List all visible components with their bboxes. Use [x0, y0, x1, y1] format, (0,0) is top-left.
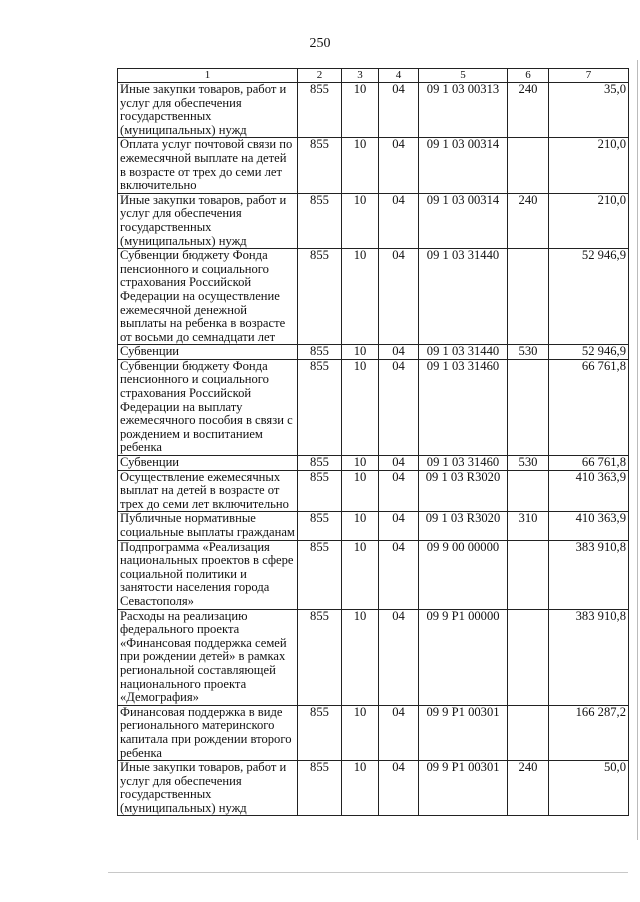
- column-header: 3: [342, 69, 379, 83]
- table-row: [118, 761, 629, 816]
- row-expense-type-cell: [508, 540, 549, 609]
- table-row: [118, 249, 629, 345]
- table-row: [118, 83, 629, 138]
- row-grbs-cell: 855: [298, 83, 342, 138]
- row-amount-cell: 210,0: [549, 138, 629, 193]
- row-amount-cell: 383 910,8: [549, 540, 629, 609]
- row-name-cell: Субвенции бюджету Фонда пенсионного и социального страхования Российской Федерации на выплату ежемесячного пособия в связи с рождением и воспитанием ребенка: [118, 359, 298, 455]
- column-header: 1: [118, 69, 298, 83]
- table-body: [118, 83, 629, 816]
- row-subsection-cell: 04: [379, 345, 419, 360]
- row-name-cell: Субвенции бюджету Фонда пенсионного и социального страхования Российской Федерации на осуществление ежемесячной денежной выплаты на ребенка в возрасте от восьми до семнадцати лет: [118, 249, 298, 345]
- row-section-cell: 10: [342, 83, 379, 138]
- row-section-cell: 10: [342, 193, 379, 248]
- row-subsection-cell: 04: [379, 456, 419, 471]
- row-grbs-cell: 855: [298, 609, 342, 705]
- header-row: [118, 69, 629, 83]
- table-row: [118, 456, 629, 471]
- row-expense-type-cell: [508, 609, 549, 705]
- row-expense-type-cell: [508, 359, 549, 455]
- row-subsection-cell: 04: [379, 359, 419, 455]
- row-section-cell: 10: [342, 609, 379, 705]
- page-number: 250: [309, 36, 331, 51]
- row-amount-cell: 35,0: [549, 83, 629, 138]
- table-row: [118, 609, 629, 705]
- row-grbs-cell: 855: [298, 705, 342, 760]
- row-amount-cell: 50,0: [549, 761, 629, 816]
- row-expense-type-cell: 240: [508, 193, 549, 248]
- row-expense-type-cell: [508, 470, 549, 512]
- table-row: [118, 470, 629, 512]
- row-section-cell: 10: [342, 761, 379, 816]
- row-target-code-cell: 09 9 P1 00000: [419, 609, 508, 705]
- row-subsection-cell: 04: [379, 83, 419, 138]
- row-subsection-cell: 04: [379, 138, 419, 193]
- row-amount-cell: 410 363,9: [549, 470, 629, 512]
- row-target-code-cell: 09 1 03 00314: [419, 138, 508, 193]
- row-name-cell: Оплата услуг почтовой связи по ежемесячной выплате на детей в возрасте от трех до семи лет включительно: [118, 138, 298, 193]
- row-grbs-cell: 855: [298, 193, 342, 248]
- column-header: 7: [549, 69, 629, 83]
- row-expense-type-cell: [508, 705, 549, 760]
- row-expense-type-cell: [508, 249, 549, 345]
- row-section-cell: 10: [342, 249, 379, 345]
- row-section-cell: 10: [342, 456, 379, 471]
- row-amount-cell: 166 287,2: [549, 705, 629, 760]
- row-target-code-cell: 09 1 03 00313: [419, 83, 508, 138]
- table-row: [118, 359, 629, 455]
- row-grbs-cell: 855: [298, 456, 342, 471]
- row-subsection-cell: 04: [379, 705, 419, 760]
- row-target-code-cell: 09 9 00 00000: [419, 540, 508, 609]
- row-target-code-cell: 09 9 P1 00301: [419, 761, 508, 816]
- row-expense-type-cell: 240: [508, 761, 549, 816]
- row-section-cell: 10: [342, 705, 379, 760]
- row-amount-cell: 52 946,9: [549, 249, 629, 345]
- column-header: 2: [298, 69, 342, 83]
- row-amount-cell: 410 363,9: [549, 512, 629, 540]
- row-amount-cell: 52 946,9: [549, 345, 629, 360]
- row-target-code-cell: 09 1 03 31440: [419, 345, 508, 360]
- row-section-cell: 10: [342, 512, 379, 540]
- row-expense-type-cell: 310: [508, 512, 549, 540]
- row-target-code-cell: 09 1 03 31460: [419, 359, 508, 455]
- row-grbs-cell: 855: [298, 512, 342, 540]
- row-grbs-cell: 855: [298, 540, 342, 609]
- row-amount-cell: 210,0: [549, 193, 629, 248]
- row-amount-cell: 383 910,8: [549, 609, 629, 705]
- scan-edge-line: [637, 60, 638, 840]
- row-expense-type-cell: 530: [508, 456, 549, 471]
- budget-table: [117, 68, 629, 816]
- row-subsection-cell: 04: [379, 193, 419, 248]
- row-amount-cell: 66 761,8: [549, 456, 629, 471]
- row-section-cell: 10: [342, 138, 379, 193]
- row-grbs-cell: 855: [298, 359, 342, 455]
- row-name-cell: Иные закупки товаров, работ и услуг для обеспечения государственных (муниципальных) нужд: [118, 193, 298, 248]
- row-target-code-cell: 09 1 03 31460: [419, 456, 508, 471]
- row-target-code-cell: 09 1 03 31440: [419, 249, 508, 345]
- row-subsection-cell: 04: [379, 249, 419, 345]
- row-grbs-cell: 855: [298, 761, 342, 816]
- row-target-code-cell: 09 1 03 00314: [419, 193, 508, 248]
- row-section-cell: 10: [342, 359, 379, 455]
- row-name-cell: Иные закупки товаров, работ и услуг для обеспечения государственных (муниципальных) нужд: [118, 83, 298, 138]
- row-grbs-cell: 855: [298, 345, 342, 360]
- table-row: [118, 138, 629, 193]
- row-subsection-cell: 04: [379, 761, 419, 816]
- row-expense-type-cell: 240: [508, 83, 549, 138]
- row-section-cell: 10: [342, 540, 379, 609]
- table-row: [118, 512, 629, 540]
- row-name-cell: Субвенции: [118, 345, 298, 360]
- table-row: [118, 193, 629, 248]
- page-bottom-line: [108, 872, 628, 873]
- column-header: 5: [419, 69, 508, 83]
- row-name-cell: Финансовая поддержка в виде регионального материнского капитала при рождении второго ребенка: [118, 705, 298, 760]
- row-subsection-cell: 04: [379, 609, 419, 705]
- row-subsection-cell: 04: [379, 470, 419, 512]
- row-expense-type-cell: [508, 138, 549, 193]
- table-row: [118, 345, 629, 360]
- row-target-code-cell: 09 1 03 R3020: [419, 470, 508, 512]
- row-name-cell: Субвенции: [118, 456, 298, 471]
- row-name-cell: Иные закупки товаров, работ и услуг для обеспечения государственных (муниципальных) нужд: [118, 761, 298, 816]
- row-grbs-cell: 855: [298, 138, 342, 193]
- row-section-cell: 10: [342, 470, 379, 512]
- row-subsection-cell: 04: [379, 540, 419, 609]
- column-header: 4: [379, 69, 419, 83]
- row-section-cell: 10: [342, 345, 379, 360]
- row-target-code-cell: 09 9 P1 00301: [419, 705, 508, 760]
- row-amount-cell: 66 761,8: [549, 359, 629, 455]
- row-expense-type-cell: 530: [508, 345, 549, 360]
- row-name-cell: Подпрограмма «Реализация национальных проектов в сфере социальной политики и занятости населения города Севастополя»: [118, 540, 298, 609]
- row-target-code-cell: 09 1 03 R3020: [419, 512, 508, 540]
- column-header: 6: [508, 69, 549, 83]
- row-grbs-cell: 855: [298, 470, 342, 512]
- table-row: [118, 705, 629, 760]
- table-row: [118, 540, 629, 609]
- row-grbs-cell: 855: [298, 249, 342, 345]
- row-subsection-cell: 04: [379, 512, 419, 540]
- row-name-cell: Осуществление ежемесячных выплат на детей в возрасте от трех до семи лет включительно: [118, 470, 298, 512]
- row-name-cell: Расходы на реализацию федерального проекта «Финансовая поддержка семей при рождении детей» в рамках региональной составляющей национального проекта «Демография»: [118, 609, 298, 705]
- row-name-cell: Публичные нормативные социальные выплаты гражданам: [118, 512, 298, 540]
